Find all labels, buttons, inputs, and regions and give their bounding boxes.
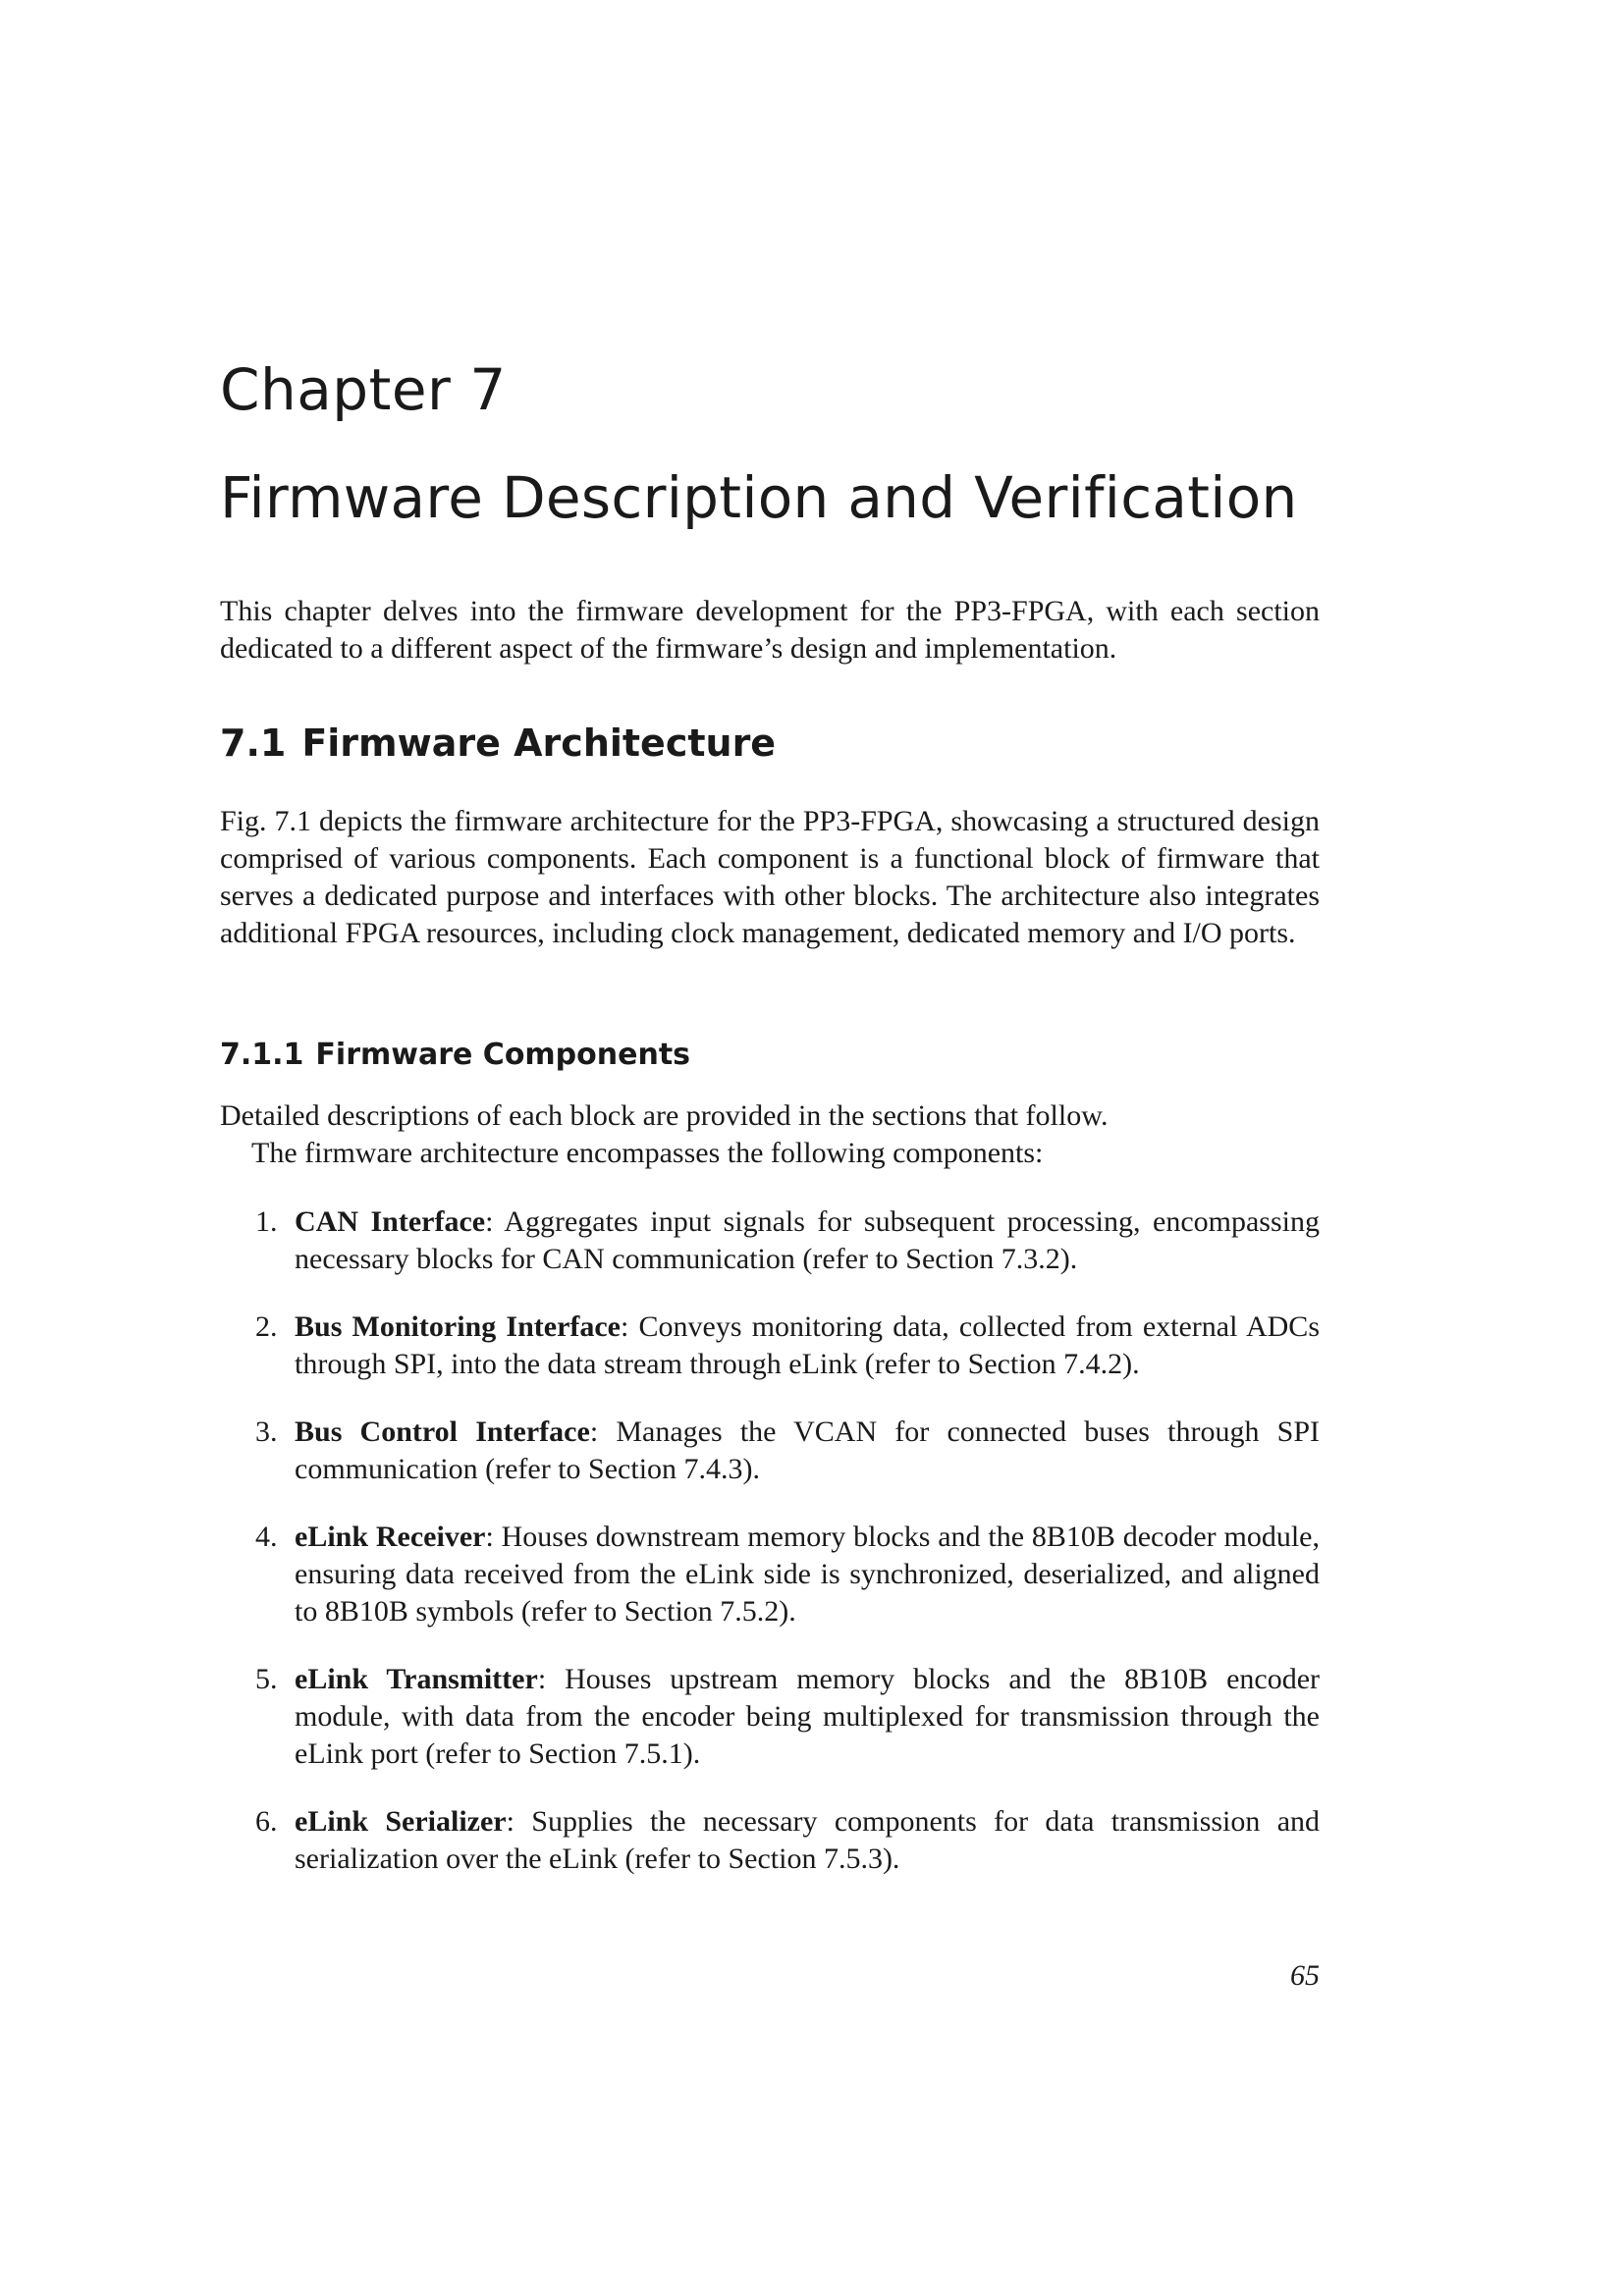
section-heading xyxy=(220,721,777,765)
chapter-intro-paragraph: This chapter delves into the firmware development for the PP3-FPGA, with each section dedicated to a different aspect of the firmware’s design and implementation. xyxy=(220,595,1320,665)
chapter-label: Chapter 7 xyxy=(220,356,507,423)
list-item xyxy=(220,1203,1320,1278)
list-item-text: : Houses upstream memory blocks and the 8B10B encoder module, with data from the encoder being multiplexed for transmission through the eLink port (refer to Section 7.5.1). xyxy=(295,1663,1320,1770)
section-title: Firmware Architecture xyxy=(301,721,777,765)
architecture-paragraph: Fig. 7.1 depicts the firmware architecture for the PP3-FPGA, showcasing a structured design comprised of various components. Each component is a functional block of firmware that serves a dedicated purpose and interfaces with other blocks. The architecture also integrates additional FPGA resources, including clock management, dedicated memory and I/O ports. xyxy=(220,805,1320,949)
list-item-term: eLink Transmitter xyxy=(295,1663,538,1695)
chapter-title: Firmware Description and Verification xyxy=(220,464,1298,531)
section-number: 7.1 xyxy=(220,721,287,765)
components-paragraph-2: The firmware architecture encompasses the following components: xyxy=(251,1137,1044,1169)
subsection-title: Firmware Components xyxy=(315,1038,691,1072)
list-item xyxy=(220,1414,1320,1488)
list-item-term: eLink Receiver xyxy=(295,1521,486,1553)
list-marker: 6. xyxy=(255,1805,278,1838)
list-marker: 4. xyxy=(255,1521,278,1553)
list-item-text: : Aggregates input signals for subsequent processing, encompassing necessary blocks for CAN communication (refer to Section 7.3.2). xyxy=(295,1205,1320,1275)
subsection-number: 7.1.1 xyxy=(220,1038,304,1072)
list-marker: 3. xyxy=(255,1415,278,1448)
list-item-term: Bus Monitoring Interface xyxy=(295,1310,622,1343)
list-item-term: Bus Control Interface xyxy=(295,1415,590,1448)
subsection-heading xyxy=(220,1038,691,1072)
list-item-term: eLink Serializer xyxy=(295,1805,507,1838)
list-marker: 5. xyxy=(255,1663,278,1695)
list-item xyxy=(220,1308,1320,1383)
list-item-text: : Manages the VCAN for connected buses through SPI communication (refer to Section 7.4.3). xyxy=(295,1415,1321,1485)
list-item-text: : Houses downstream memory blocks and the 8B10B decoder module, ensuring data received from the eLink side is synchronized, deserialized, and aligned to 8B10B symbols (refer to Section 7.5.2). xyxy=(295,1521,1320,1628)
components-paragraph-1: Detailed descriptions of each block are provided in the sections that follow. xyxy=(220,1099,1109,1132)
list-marker: 1. xyxy=(255,1205,278,1238)
list-item-text: : Supplies the necessary components for data transmission and serialization over the eLink (refer to Section 7.5.3). xyxy=(295,1805,1321,1875)
list-marker: 2. xyxy=(255,1310,278,1343)
components-list xyxy=(220,1203,1320,1908)
list-item xyxy=(220,1803,1320,1878)
list-item-term: CAN Interface xyxy=(295,1205,486,1238)
list-item xyxy=(220,1661,1320,1773)
list-item-text: : Conveys monitoring data, collected from external ADCs through SPI, into the data stream through eLink (refer to Section 7.4.2). xyxy=(295,1310,1320,1380)
page-number: 65 xyxy=(1290,1959,1320,1992)
list-item xyxy=(220,1519,1320,1630)
